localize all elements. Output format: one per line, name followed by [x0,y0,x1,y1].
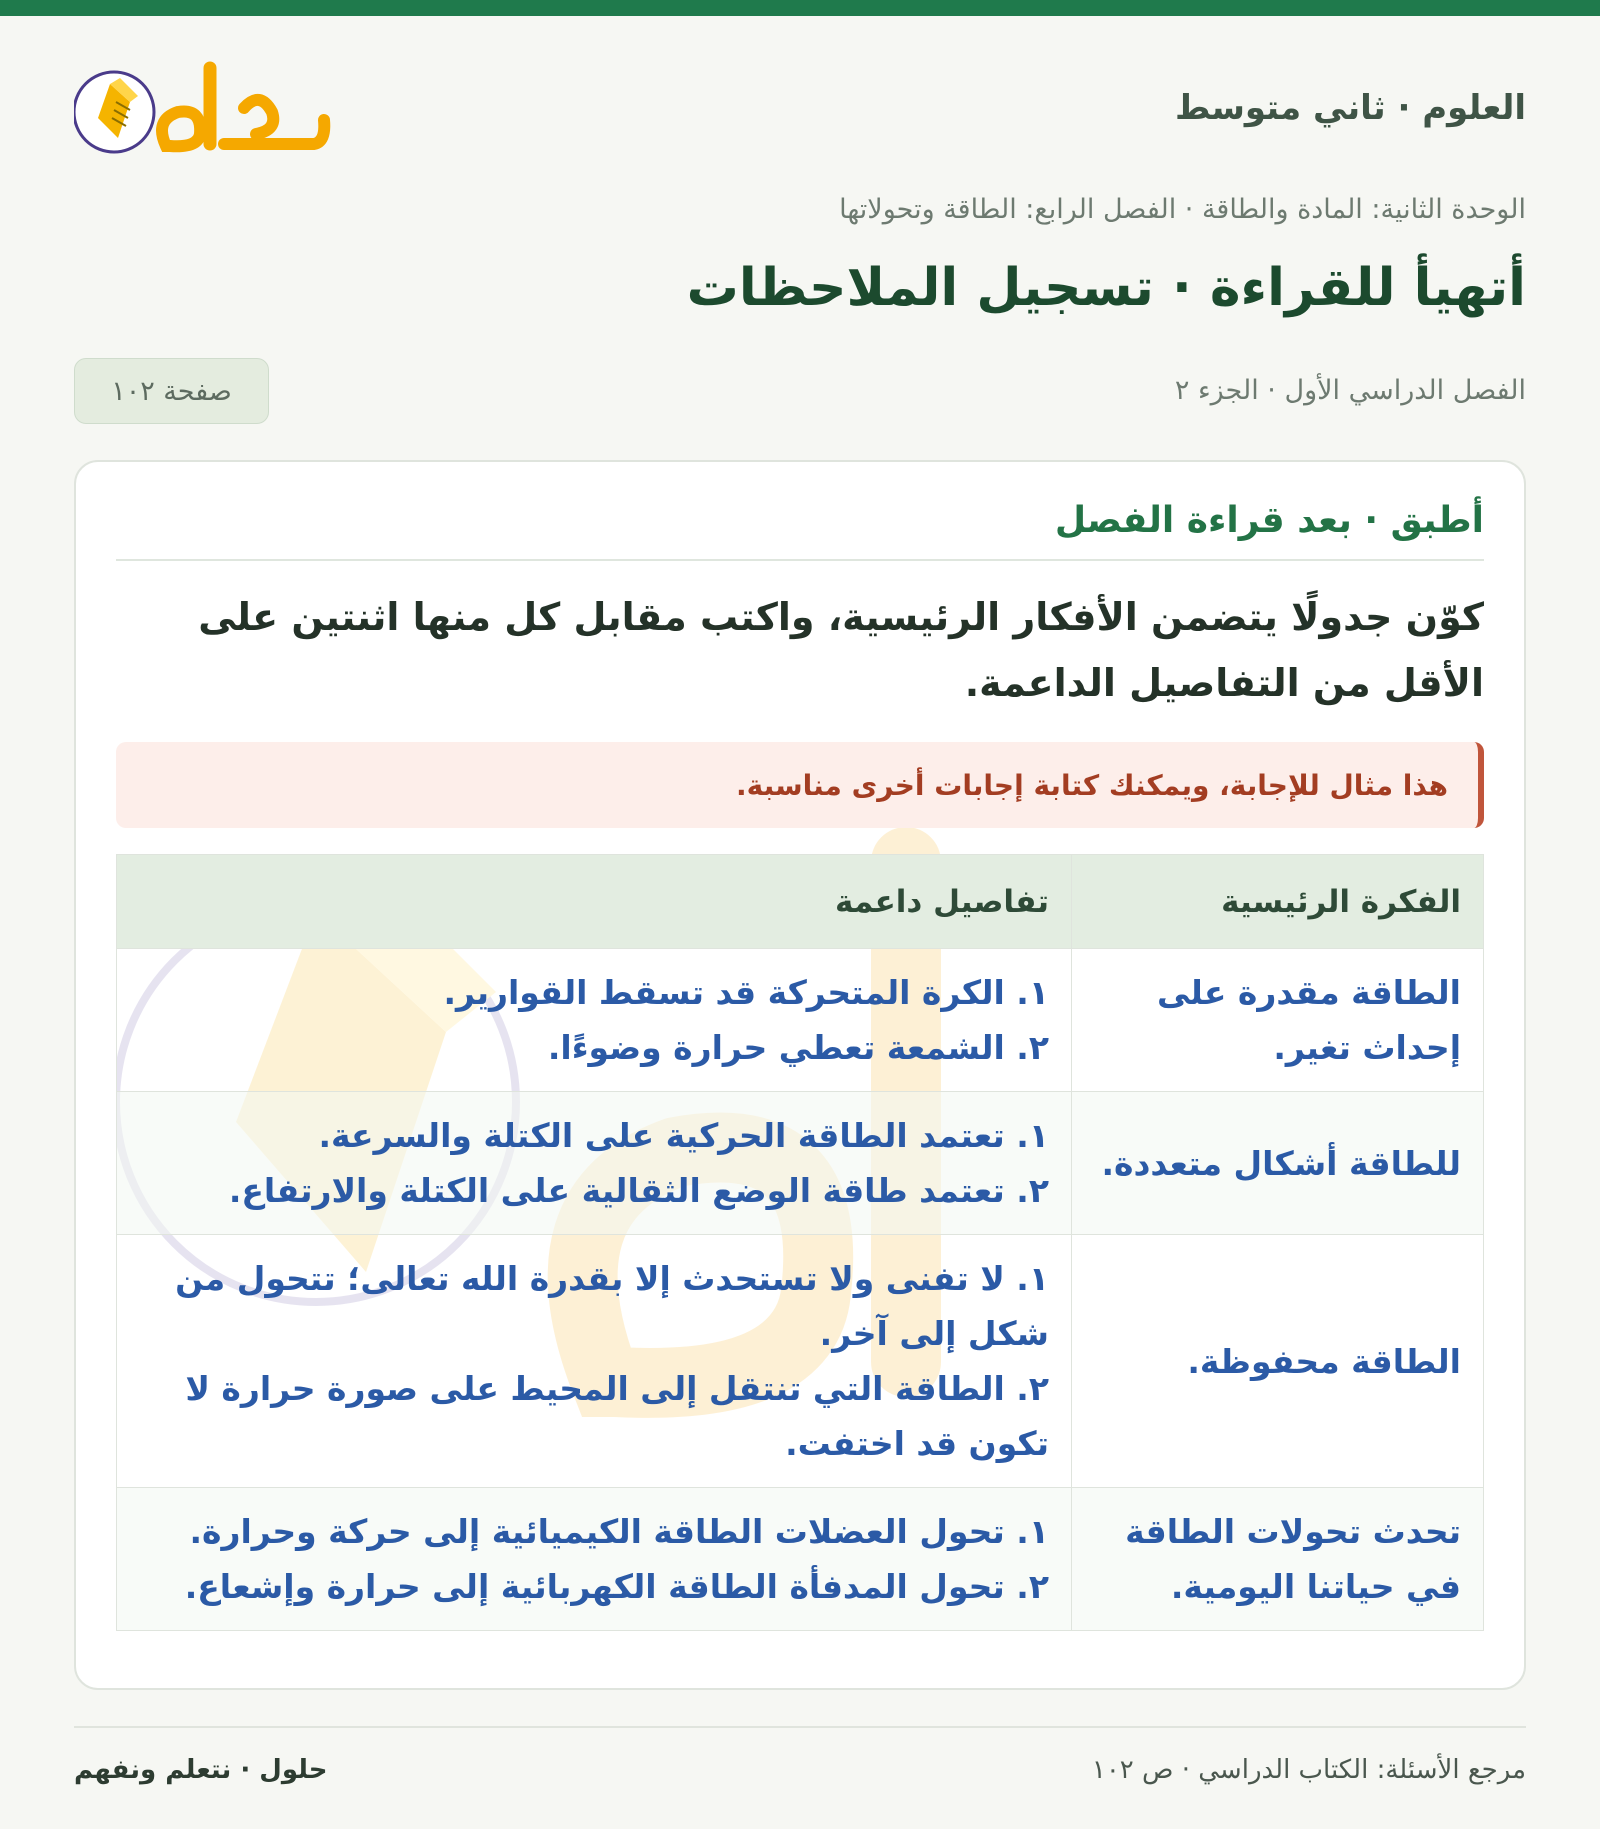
table-row [117,949,1484,1092]
details-cell [117,1488,1072,1631]
details-cell [117,1092,1072,1235]
section-divider [116,559,1484,561]
subject-label: العلوم · ثاني متوسط [1175,88,1526,128]
detail-line: ١. تحول العضلات الطاقة الكيميائية إلى حركة وحرارة. [189,1512,1049,1551]
notes-table-wrapper [116,854,1484,1631]
column-header-main-idea: الفكرة الرئيسية [1072,855,1484,949]
detail-line: ١. تعتمد الطاقة الحركية على الكتلة والسرعة. [318,1116,1049,1155]
section-title: أطبق · بعد قراءة الفصل [1054,500,1484,541]
answer-card [74,460,1526,1690]
details-cell [117,1235,1072,1488]
main-idea-cell: الطاقة محفوظة. [1072,1235,1484,1488]
page-title: أتهيأ للقراءة · تسجيل الملاحظات [686,258,1526,318]
main-idea-cell: تحدث تحولات الطاقة في حياتنا اليومية. [1072,1488,1484,1631]
detail-line: ٢. تعتمد طاقة الوضع الثقالية على الكتلة والارتفاع. [228,1171,1049,1210]
footer-brand[interactable]: حلول · نتعلم ونفهم [74,1755,328,1785]
detail-line: ٢. الشمعة تعطي حرارة وضوءًا. [547,1028,1049,1067]
page-header [74,50,1526,170]
hlol-logo-icon[interactable] [74,50,344,170]
main-idea-cell: الطاقة مقدرة على إحداث تغير. [1072,949,1484,1092]
table-row [117,1092,1484,1235]
example-note-text: هذا مثال للإجابة، ويمكنك كتابة إجابات أخرى مناسبة. [736,768,1448,802]
column-header-details: تفاصيل داعمة [117,855,1072,949]
top-accent-bar [0,0,1600,16]
breadcrumb: الوحدة الثانية: المادة والطاقة · الفصل الرابع: الطاقة وتحولاتها [839,194,1526,225]
detail-line: ١. لا تفنى ولا تستحدث إلا بقدرة الله تعالى؛ تتحول من شكل إلى آخر. [175,1259,1049,1353]
question-text: كوّن جدولًا يتضمن الأفكار الرئيسية، واكتب مقابل كل منها اثنتين على الأقل من التفاصيل الداعمة. [198,595,1484,705]
table-row [117,1235,1484,1488]
table-header-row [117,855,1484,949]
details-cell [117,949,1072,1092]
page-number-badge: صفحة ١٠٢ [74,358,269,424]
example-note [116,742,1484,828]
notes-table [116,854,1484,1631]
detail-line: ٢. الطاقة التي تنتقل إلى المحيط على صورة حرارة لا تكون قد اختفت. [185,1369,1049,1463]
footer-divider [74,1726,1526,1728]
detail-line: ٢. تحول المدفأة الطاقة الكهربائية إلى حرارة وإشعاع. [184,1567,1049,1606]
main-idea-cell: للطاقة أشكال متعددة. [1072,1092,1484,1235]
table-row [117,1488,1484,1631]
footer-reference: مرجع الأسئلة: الكتاب الدراسي · ص ١٠٢ [1091,1755,1526,1785]
detail-line: ١. الكرة المتحركة قد تسقط القوارير. [443,973,1049,1012]
term-label: الفصل الدراسي الأول · الجزء ٢ [1174,375,1526,406]
